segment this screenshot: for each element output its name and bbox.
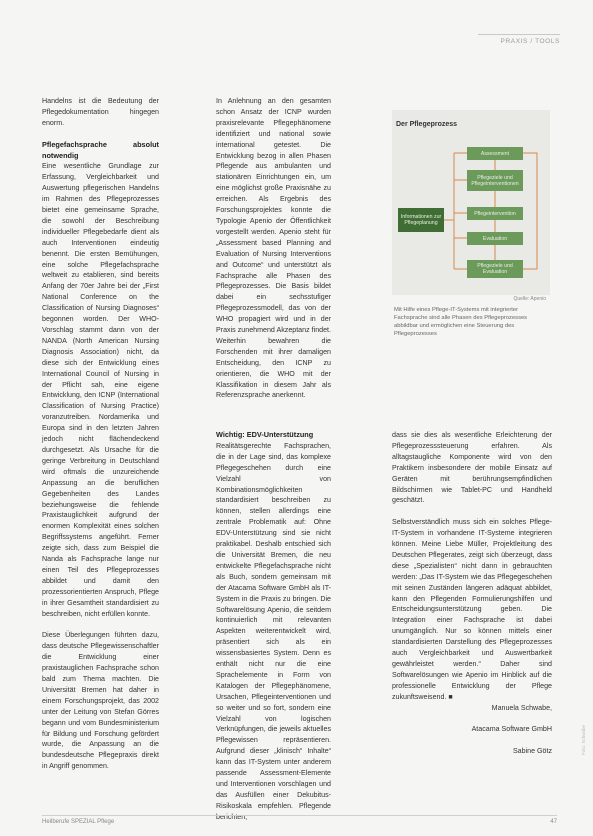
- figure-title: Der Pflegeprozess: [396, 121, 458, 128]
- section-heading: Pflegefachsprache absolut notwendig: [42, 139, 159, 160]
- figure-credit: Quelle: Apenio: [513, 296, 546, 302]
- figure-node-left: Informationen zur Pflegeplanung: [398, 208, 444, 232]
- paragraph: Diese Überlegungen führten dazu, dass deutsche Pflegewissenschaftler die Entwicklung einer praxistauglichen Fachsprache schon bald zum Thema machten. Die Universität Bremen hat daher in einem Forschungsprojekt, das 2002 unter der Leitung von Stefan Görres begann und vom Bundesministerium für Bildung und Forschung gefördert wurde, die Anpassung an die bundesdeutsche Pflegepraxis direkt in Angriff genommen.: [42, 631, 159, 771]
- paragraph: In Anlehnung an den gesamten schon Ansatz der ICNP wurden praxisrelevante Pflegephänomene identifiziert und national sowie international getestet. Die Entwicklung bezog in allen Phasen Pflegende aus ambulanten und stationären Einrichtungen ein, um eine möglichst große Praxisnähe zu erreichen. Als Ergebnis des Forschungsprojektes konnte die Typologie Apenio der Öffentlichkeit vorgestellt werden. Apenio steht für „Assessment based Planning and Evaluation of Nursing Interventions and Outcome“ und unterstützt als Fachsprache alle Phasen des Pflegeprozesses. Die Basis bildet dabei ein sechsstufiger Pflegeprozessmodell, das von der WHO propagiert wird und in der Praxis zunehmend Akzeptanz findet. Weiterhin bewahren die Forschenden mit ihrer damaligen Entscheidung, den ICNP zu orientieren, die WHO mit der Klassifikation in diesem Jahr als Referenzsprache anerkennt.: [216, 97, 331, 400]
- right-column-bottom: [392, 430, 552, 768]
- figure-caption: Mit Hilfe eines Pflege-IT-Systems mit integrierter Fachsprache sind alle Phasen des Pflegeprozesses abbildbar und ermöglichen eine Steuerung des Pflegeprozesses: [394, 307, 528, 337]
- process-figure: [392, 110, 550, 340]
- author-name: Manuela Schwabe,: [491, 703, 552, 712]
- section-heading: Wichtig: EDV-Unterstützung: [216, 430, 314, 439]
- paragraph: Selbstverständlich muss sich ein solches Pflege-IT-System in vorhandene IT-Systeme integrieren können. Meine Liebe Müller, Projektleitung des Deutschen Pflegerates, zeigt sich überzeugt, dass diese „Spezialisten“ nicht dann in gebrauchten werden: „Das IT-System wie das Pflegegeschehen mit seinen Zuständen längeren adäquat abbildet, kann den Pflegenden Formulierungshilfen und Entscheidungsunterstützung geben. Die Integration einer Fachsprache ist dabei unumgänglich. Nur so können mittels einer standardisierten Darstellung des Pflegeprozesses auch Vergleichbarkeit und Auswertbarkeit gewährleistet werden.“ Daher sind Softwarelösungen wie Apenio im Hinblick auf die professionelle Entwicklung der Pflege zukunftsweisend. ■: [392, 518, 552, 701]
- page-number: 47: [550, 819, 557, 825]
- figure-node: Assessment: [467, 147, 523, 160]
- footer-publication: Heilberufe SPEZIAL Pflege: [42, 819, 115, 825]
- middle-column-bottom: [216, 430, 331, 834]
- figure-node: Evaluation: [467, 232, 523, 245]
- author-name: Sabine Götz: [512, 747, 552, 756]
- feedback-loop: [523, 153, 537, 269]
- paragraph: Handelns ist die Bedeutung der Pflegedokumentation hingegen enorm.: [42, 97, 159, 127]
- middle-column-top: [216, 96, 331, 412]
- paragraph: Realitätsgerechte Fachsprachen, die in der Lage sind, das komplexe Pflegegeschehen durch eine Vielzahl von Kombinationsmöglichkeiten standardisiert beschreiben zu können, stellen allerdings eine zentrale Problematik auf: Ohne EDV-Unterstützung sind sie nicht praktikabel. Deshalb entschied sich die Universität Bremen, die neu entwickelte Pflegefachsprache nicht als Buch, sondern gemeinsam mit der Atacama Software GmbH als IT-System in die Praxis zu bringen. Die Softwarelösung Apenio, die seitdem kontinuierlich mit relevanten Aspekten weiterentwickelt wird, präsentiert sich als ein wissensbasiertes System. Denn es enthält nicht nur die eine Sprachelemente in Form von Katalogen der Pflegephänomene, Ursachen, Pflegeinterventionen und so weiter und so fort, sondern eine Vielzahl von logischen Verknüpfungen, die jeweils aktuelles Pflegewissen repräsentieren. Aufgrund dieser „klinisch“ Inhalte“ kann das IT-System unter anderem passende Assessment-Elemente und Interventionen vorschlagen und das Ausfüllen einer Dekubitus-Risikoskala empfehlen. Pflegende berichten,: [216, 441, 331, 821]
- paragraph: dass sie dies als wesentliche Erleichterung der Pflegeprozesssteuerung erfahren. Als alltagstaugliche Komponente wird von den Praktikern insbesondere der mobile Einsatz auf Geräten mit berührungsempfindlichen Bildschirmen wie Tablet-PC und Handheld geschätzt.: [392, 431, 552, 505]
- figure-node: Pflegeziele und Pflegeinterventionen: [467, 170, 523, 191]
- left-column: [42, 96, 159, 783]
- footer-divider: [42, 815, 557, 816]
- paragraph: Eine wesentliche Grundlage zur Erfassung, Vergleichbarkeit und Auswertung pflegerischen Handelns im Rahmen des Pflegeprozesses bietet eine gemeinsame Sprache, die sowohl der Beschreibung individueller Pflegebedarfe dient als auch Interventionen eindeutig benennt. Die ersten Bemühungen, eine solche Pflegefachsprache weltweit zu etablieren, sind bereits Anfang der 70er Jahre bei der „First National Conference on the Classification of Nursing Diagnoses“ begonnen worden. Der WHO-Vorschlag stammt dann von der NANDA (North American Nursing Diagnosis Association) nicht, da diese sich der Entwicklung eines International Council of Nursing in der Pflicht sah, eine eigene Entwicklung, den ICNP (International Classification of Nursing Practice) voranzutreiben. Nordamerika und Europa sind in den letzten Jahren jedoch nicht flächendeckend durchgesetzt. Als Ursache für die geringe Verbreitung in Deutschland wird oftmals die unzureichende Anpassung an die beruflichen Gegebenheiten des Landes beziehungsweise die fehlende Praxistauglichkeit aufgrund der enormen Komplexität eines solchen Begriffssystems angeführt. Ferner zeigte sich, dass zum Beispiel die Nanda als Fachsprache lange nur einen Teil des Pflegeprozesses abbildet und damit den prozessorientierten Anspruch, Pflege in ihrer Gesamtheit standardisiert zu beschreiben, nicht erfüllen konnte.: [42, 162, 159, 618]
- photo-credit: Foto: Schwabe: [581, 724, 586, 755]
- figure-node: Pflegeziele und Evaluation: [467, 260, 523, 278]
- author-company: Atacama Software GmbH: [471, 725, 552, 734]
- figure-node: Pflegeintervention: [467, 207, 523, 220]
- figure-panel: [392, 110, 550, 295]
- section-tag: PRAXIS / TOOLS: [478, 34, 560, 50]
